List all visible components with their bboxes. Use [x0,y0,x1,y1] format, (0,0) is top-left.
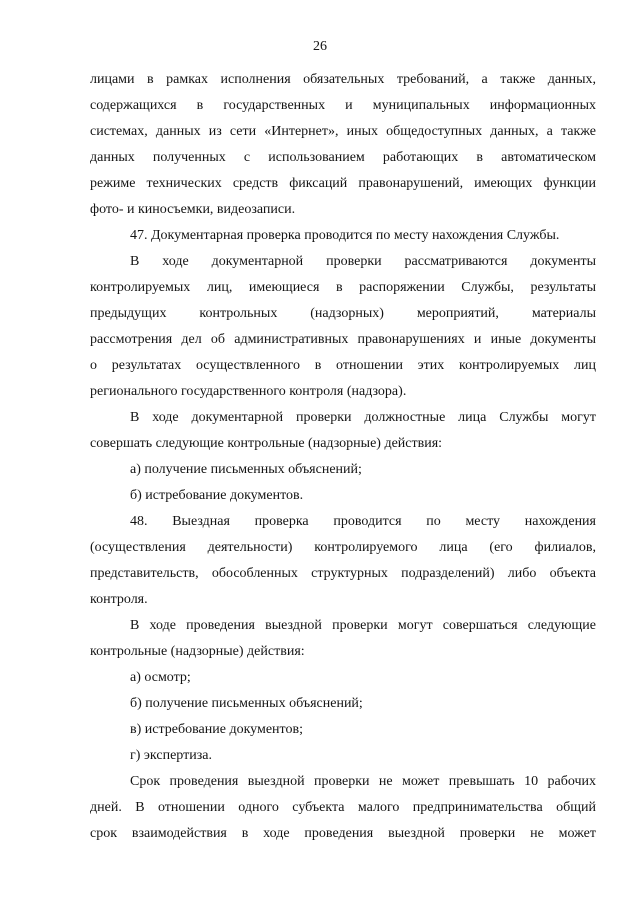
text-line: режиме технических средств фиксаций правонарушений, имеющих функции [90,176,596,191]
list-item: а) осмотр; [130,670,191,685]
paragraph-start: 48. Выездная проверка проводится по месту нахождения [130,514,596,529]
body-text [90,67,596,847]
text-line: регионального государственного контроля (надзора). [90,384,407,399]
text-line: контролируемых лиц, имеющиеся в распоряжении Службы, результаты [90,280,596,295]
list-item: в) истребование документов; [130,722,303,737]
text-line: лицами в рамках исполнения обязательных требований, а также данных, [90,72,596,87]
paragraph-start: В ходе проведения выездной проверки могут совершаться следующие [130,618,596,633]
page-number: 26 [313,39,327,54]
text-line: содержащихся в государственных и муниципальных информационных [90,98,596,113]
text-line: совершать следующие контрольные (надзорные) действия: [90,436,443,451]
list-item: г) экспертиза. [130,748,212,763]
text-line: системах, данных из сети «Интернет», иных общедоступных данных, а также [90,124,596,139]
text-line: предыдущих контрольных (надзорных) мероприятий, материалы [90,306,596,321]
list-item: б) получение письменных объяснений; [130,696,363,711]
paragraph-start: В ходе документарной проверки должностные лица Службы могут [130,410,596,425]
text-line: (осуществления деятельности) контролируемого лица (его филиалов, [90,540,596,555]
paragraph-start: 47. Документарная проверка проводится по месту нахождения Службы. [130,228,560,243]
text-line: срок взаимодействия в ходе проведения выездной проверки не может [90,826,596,841]
paragraph-start: В ходе документарной проверки рассматриваются документы [130,254,596,269]
text-line: рассмотрения дел об административных правонарушениях и иные документы [90,332,596,347]
text-line: контроля. [90,592,148,607]
text-line: представительств, обособленных структурных подразделений) либо объекта [90,566,596,581]
paragraph-start: Срок проведения выездной проверки не может превышать 10 рабочих [130,774,596,789]
text-line: данных полученных с использованием работающих в автоматическом [90,150,596,165]
text-line: контрольные (надзорные) действия: [90,644,305,659]
text-line: фото- и киносъемки, видеозаписи. [90,202,296,217]
list-item: б) истребование документов. [130,488,304,503]
text-line: о результатах осуществленного в отношении этих контролируемых лиц [90,358,596,373]
text-line: дней. В отношении одного субъекта малого предпринимательства общий [90,800,596,815]
list-item: а) получение письменных объяснений; [130,462,362,477]
